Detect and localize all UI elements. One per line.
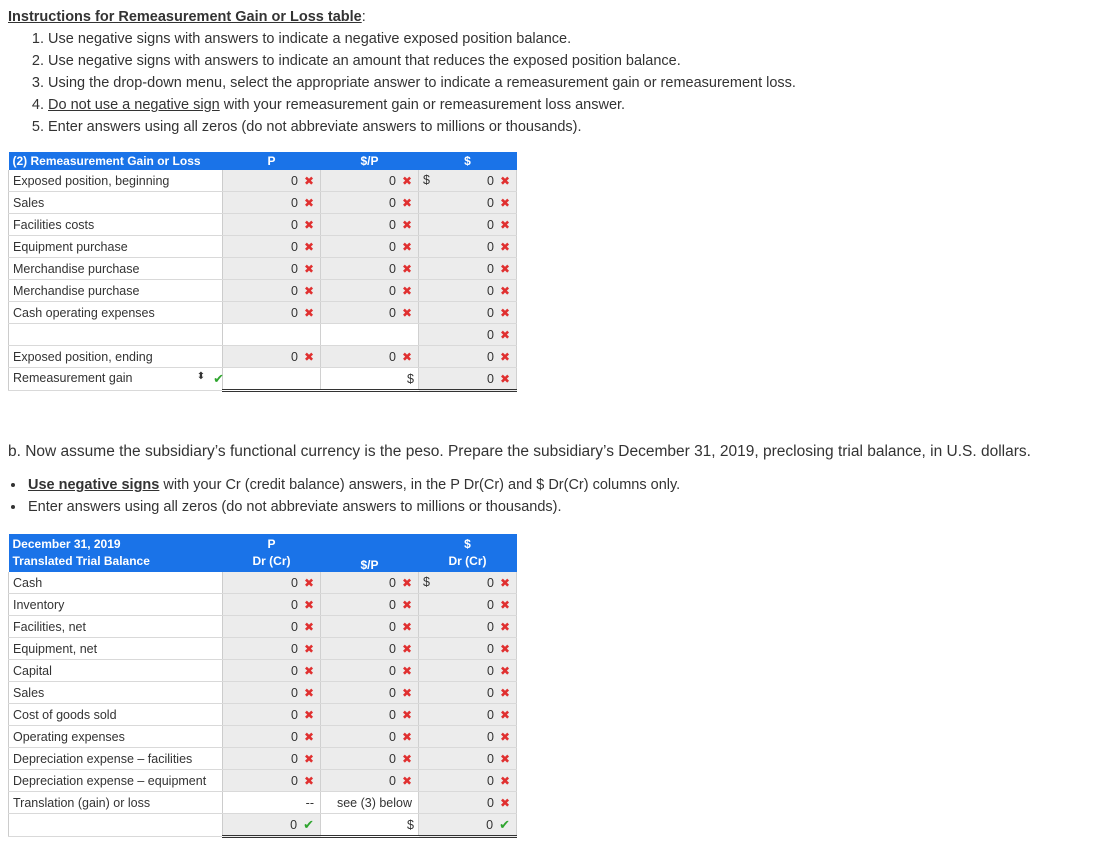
table-header: (2) Remeasurement Gain or Loss: [9, 152, 223, 170]
incorrect-icon: ✖: [401, 575, 412, 590]
row-label: [9, 324, 223, 346]
answer-value: 0: [486, 239, 494, 254]
answer-value: 0: [290, 195, 298, 210]
table-row: [9, 726, 517, 748]
answer-cell[interactable]: [321, 770, 419, 792]
answer-value: 0: [290, 283, 298, 298]
incorrect-icon: ✖: [303, 773, 314, 788]
answer-value: 0: [290, 751, 298, 766]
answer-cell[interactable]: [223, 324, 321, 346]
answer-value: 0: [388, 195, 396, 210]
answer-value: 0: [388, 305, 396, 320]
answer-value: 0: [290, 773, 298, 788]
answer-cell[interactable]: [223, 192, 321, 214]
incorrect-icon: ✖: [499, 371, 510, 386]
answer-cell[interactable]: [223, 368, 321, 391]
correct-icon: ✔: [213, 371, 224, 386]
answer-value: 0: [486, 349, 494, 364]
answer-cell[interactable]: [321, 324, 419, 346]
incorrect-icon: ✖: [303, 217, 314, 232]
answer-cell[interactable]: [321, 704, 419, 726]
incorrect-icon: ✖: [401, 729, 412, 744]
answer-value: 0: [486, 773, 494, 788]
incorrect-icon: ✖: [303, 751, 314, 766]
answer-cell[interactable]: [223, 770, 321, 792]
table-row: [9, 572, 517, 594]
answer-cell[interactable]: [223, 792, 321, 814]
answer-cell[interactable]: [321, 170, 419, 192]
answer-value: 0: [388, 261, 396, 276]
table-row: [9, 170, 517, 192]
part-b-prompt: b. Now assume the subsidiary’s functional currency is the peso. Prepare the subsidiary’s December 31, 2019, preclosing trial balance, in U.S. dollars.: [8, 443, 1031, 460]
table-row: [9, 214, 517, 236]
bullet-item: • Use negative signs with your Cr (credit balance) answers, in the P Dr(Cr) and $ Dr(Cr) columns only.: [26, 474, 680, 496]
row-label: Facilities, net: [9, 616, 223, 638]
answer-value: 0: [290, 663, 298, 678]
answer-value: 0: [290, 173, 298, 188]
answer-value: 0: [486, 261, 494, 276]
answer-cell[interactable]: [419, 236, 517, 258]
answer-cell[interactable]: [321, 726, 419, 748]
incorrect-icon: ✖: [499, 349, 510, 364]
table-header: $/P: [321, 534, 419, 572]
correct-icon: ✔: [303, 816, 314, 832]
select-value: Remeasurement gain: [13, 371, 133, 385]
row-label: Merchandise purchase: [9, 280, 223, 302]
row-label: Operating expenses: [9, 726, 223, 748]
incorrect-icon: ✖: [499, 173, 510, 188]
answer-value: 0: [486, 663, 494, 678]
table-row: [9, 302, 517, 324]
incorrect-icon: ✖: [499, 239, 510, 254]
answer-value: 0: [486, 283, 494, 298]
answer-value: 0: [388, 575, 396, 590]
table-row: [9, 280, 517, 302]
incorrect-icon: ✖: [499, 795, 510, 810]
incorrect-icon: ✖: [401, 195, 412, 210]
answer-value: 0: [486, 729, 494, 744]
answer-cell[interactable]: [321, 302, 419, 324]
answer-value: 0: [388, 597, 396, 612]
answer-cell[interactable]: [419, 346, 517, 368]
answer-value: 0: [486, 707, 494, 722]
incorrect-icon: ✖: [303, 195, 314, 210]
incorrect-icon: ✖: [303, 619, 314, 634]
row-label: Equipment, net: [9, 638, 223, 660]
answer-value: 0: [290, 597, 298, 612]
table-row: [9, 638, 517, 660]
answer-cell[interactable]: [321, 572, 419, 594]
row-label: Cash: [9, 572, 223, 594]
incorrect-icon: ✖: [499, 751, 510, 766]
answer-value: 0: [388, 239, 396, 254]
answer-cell[interactable]: [223, 236, 321, 258]
table-row: [9, 368, 517, 391]
table-row: [9, 192, 517, 214]
incorrect-icon: ✖: [303, 305, 314, 320]
answer-cell[interactable]: [419, 770, 517, 792]
answer-cell[interactable]: [419, 280, 517, 302]
answer-cell[interactable]: [419, 660, 517, 682]
row-label: Capital: [9, 660, 223, 682]
incorrect-icon: ✖: [401, 239, 412, 254]
table-row: [9, 258, 517, 280]
answer-cell[interactable]: [419, 368, 517, 391]
incorrect-icon: ✖: [303, 575, 314, 590]
dollar-sign: $: [423, 173, 430, 187]
answer-value: 0: [486, 575, 494, 590]
table-row: [9, 682, 517, 704]
dollar-sign: $: [423, 575, 430, 589]
answer-cell[interactable]: [419, 192, 517, 214]
answer-value: 0: [388, 641, 396, 656]
answer-value: 0: [486, 751, 494, 766]
answer-value: 0: [388, 729, 396, 744]
incorrect-icon: ✖: [401, 707, 412, 722]
instructions-list: [8, 28, 796, 138]
part-b-bullets: [8, 474, 680, 518]
incorrect-icon: ✖: [303, 729, 314, 744]
remeasurement-select[interactable]: [9, 368, 223, 391]
answer-cell[interactable]: [321, 638, 419, 660]
incorrect-icon: ✖: [499, 729, 510, 744]
answer-cell[interactable]: [321, 368, 419, 391]
table-header: P: [223, 152, 321, 170]
incorrect-icon: ✖: [303, 173, 314, 188]
answer-value: 0: [290, 261, 298, 276]
answer-value: see (3) below: [336, 795, 412, 810]
incorrect-icon: ✖: [499, 327, 510, 342]
select-arrows-icon: ⬍: [196, 371, 206, 382]
instructions: Instructions for Remeasurement Gain or Loss table: 1. Use negative signs with answers to indicate a negative exposed position balance. 2. Use negative signs with answers to indicate an amount that reduces the exposed position balance. 3. Using the drop-down menu, select the appropriate answer to indicate a remeasurement gain or remeasurement loss. 4. Do not use a negative sign with your remeasurement gain or remeasurement loss answer. 5. Enter answers using all zeros (do not abbreviate answers to millions or thousands).: [8, 6, 796, 138]
trial-balance-table: [8, 534, 517, 838]
row-label: Merchandise purchase: [9, 258, 223, 280]
answer-cell[interactable]: [321, 192, 419, 214]
answer-value: 0: [486, 597, 494, 612]
answer-value: 0: [388, 685, 396, 700]
incorrect-icon: ✖: [303, 707, 314, 722]
answer-value: 0: [388, 173, 396, 188]
answer-value: 0: [290, 817, 298, 832]
answer-cell[interactable]: [223, 302, 321, 324]
answer-cell[interactable]: [419, 814, 517, 837]
table-row: [9, 324, 517, 346]
table-row: [9, 660, 517, 682]
incorrect-icon: ✖: [499, 305, 510, 320]
incorrect-icon: ✖: [401, 773, 412, 788]
answer-cell[interactable]: [223, 616, 321, 638]
table-row: [9, 704, 517, 726]
incorrect-icon: ✖: [499, 773, 510, 788]
answer-cell[interactable]: [223, 346, 321, 368]
table-header: P Dr (Cr): [223, 534, 321, 572]
row-label: Exposed position, beginning: [9, 170, 223, 192]
answer-cell[interactable]: [419, 594, 517, 616]
answer-cell[interactable]: [223, 638, 321, 660]
answer-cell[interactable]: [419, 792, 517, 814]
incorrect-icon: ✖: [499, 619, 510, 634]
answer-cell[interactable]: [223, 258, 321, 280]
answer-value: 0: [388, 663, 396, 678]
answer-value: 0: [290, 619, 298, 634]
answer-cell[interactable]: [321, 748, 419, 770]
answer-cell[interactable]: [321, 660, 419, 682]
incorrect-icon: ✖: [499, 195, 510, 210]
answer-value: 0: [486, 619, 494, 634]
answer-cell[interactable]: [223, 170, 321, 192]
answer-value: 0: [290, 217, 298, 232]
instruction-item: 1. Use negative signs with answers to indicate a negative exposed position balance.: [48, 28, 796, 50]
answer-value: 0: [486, 641, 494, 656]
answer-cell[interactable]: [223, 572, 321, 594]
row-label: Equipment purchase: [9, 236, 223, 258]
incorrect-icon: ✖: [401, 641, 412, 656]
table-row: [9, 814, 517, 837]
table-header: $ Dr (Cr): [419, 534, 517, 572]
instructions-heading: Instructions for Remeasurement Gain or Loss table: [8, 9, 362, 25]
incorrect-icon: ✖: [303, 663, 314, 678]
table-header: December 31, 2019 Translated Trial Balance: [9, 534, 223, 572]
answer-cell[interactable]: [321, 616, 419, 638]
answer-cell[interactable]: [321, 682, 419, 704]
row-label: Depreciation expense – facilities: [9, 748, 223, 770]
answer-cell[interactable]: [419, 324, 517, 346]
answer-cell[interactable]: [223, 814, 321, 837]
answer-cell[interactable]: [419, 214, 517, 236]
bullet-item: • Enter answers using all zeros (do not abbreviate answers to millions or thousands).: [26, 496, 680, 518]
answer-value: 0: [388, 349, 396, 364]
row-label: Cost of goods sold: [9, 704, 223, 726]
answer-cell[interactable]: [419, 302, 517, 324]
table-row: [9, 748, 517, 770]
answer-value: 0: [486, 795, 494, 810]
answer-value: 0: [388, 217, 396, 232]
incorrect-icon: ✖: [499, 685, 510, 700]
incorrect-icon: ✖: [303, 641, 314, 656]
correct-icon: ✔: [499, 816, 510, 832]
instruction-item: 2. Use negative signs with answers to indicate an amount that reduces the exposed position balance.: [48, 50, 796, 72]
incorrect-icon: ✖: [499, 663, 510, 678]
table-header: $/P: [321, 152, 419, 170]
answer-value: 0: [388, 619, 396, 634]
answer-value: 0: [486, 685, 494, 700]
row-label: Exposed position, ending: [9, 346, 223, 368]
answer-cell[interactable]: [419, 258, 517, 280]
answer-cell[interactable]: [321, 236, 419, 258]
incorrect-icon: ✖: [303, 597, 314, 612]
answer-cell[interactable]: [419, 726, 517, 748]
incorrect-icon: ✖: [499, 217, 510, 232]
dollar-sign: $: [407, 817, 414, 832]
incorrect-icon: ✖: [499, 575, 510, 590]
answer-cell[interactable]: [321, 258, 419, 280]
instruction-item: 5. Enter answers using all zeros (do not abbreviate answers to millions or thousands).: [48, 116, 796, 138]
incorrect-icon: ✖: [499, 707, 510, 722]
incorrect-icon: ✖: [499, 261, 510, 276]
answer-cell[interactable]: [419, 616, 517, 638]
answer-value: 0: [290, 641, 298, 656]
answer-value: 0: [290, 575, 298, 590]
row-label: [9, 814, 223, 837]
answer-value: 0: [388, 283, 396, 298]
answer-cell[interactable]: [321, 346, 419, 368]
answer-cell[interactable]: [223, 214, 321, 236]
answer-cell[interactable]: [419, 170, 517, 192]
table-row: [9, 346, 517, 368]
answer-cell[interactable]: [321, 594, 419, 616]
answer-cell[interactable]: [223, 748, 321, 770]
table-row: [9, 770, 517, 792]
answer-value: 0: [486, 305, 494, 320]
answer-value: 0: [388, 751, 396, 766]
answer-cell[interactable]: [223, 280, 321, 302]
incorrect-icon: ✖: [401, 305, 412, 320]
row-label: Depreciation expense – equipment: [9, 770, 223, 792]
answer-value: --: [305, 795, 314, 810]
row-label: Inventory: [9, 594, 223, 616]
answer-value: 0: [290, 729, 298, 744]
answer-value: 0: [290, 685, 298, 700]
answer-cell[interactable]: [223, 726, 321, 748]
answer-cell[interactable]: [419, 638, 517, 660]
instruction-item: 4. Do not use a negative sign with your remeasurement gain or remeasurement loss answer.: [48, 94, 796, 116]
incorrect-icon: ✖: [303, 239, 314, 254]
incorrect-icon: ✖: [401, 283, 412, 298]
answer-cell[interactable]: [223, 704, 321, 726]
row-label: Sales: [9, 682, 223, 704]
incorrect-icon: ✖: [401, 663, 412, 678]
row-label: Sales: [9, 192, 223, 214]
answer-cell[interactable]: [419, 748, 517, 770]
incorrect-icon: ✖: [303, 283, 314, 298]
table-row: [9, 792, 517, 814]
answer-value: 0: [388, 773, 396, 788]
incorrect-icon: ✖: [401, 685, 412, 700]
answer-cell[interactable]: [321, 814, 419, 837]
row-label: Translation (gain) or loss: [9, 792, 223, 814]
incorrect-icon: ✖: [401, 349, 412, 364]
row-label: Cash operating expenses: [9, 302, 223, 324]
incorrect-icon: ✖: [303, 349, 314, 364]
incorrect-icon: ✖: [499, 597, 510, 612]
incorrect-icon: ✖: [401, 173, 412, 188]
row-label: Facilities costs: [9, 214, 223, 236]
answer-value: 0: [486, 817, 494, 832]
answer-cell[interactable]: [223, 682, 321, 704]
remeasurement-table: [8, 152, 517, 392]
instruction-item: 3. Using the drop-down menu, select the appropriate answer to indicate a remeasurement gain or remeasurement loss.: [48, 72, 796, 94]
answer-value: 0: [388, 707, 396, 722]
answer-value: 0: [290, 239, 298, 254]
answer-value: 0: [486, 173, 494, 188]
answer-cell[interactable]: [223, 594, 321, 616]
answer-cell[interactable]: [321, 280, 419, 302]
answer-cell[interactable]: [419, 572, 517, 594]
dollar-sign: $: [407, 371, 414, 386]
incorrect-icon: ✖: [401, 597, 412, 612]
answer-cell[interactable]: [419, 704, 517, 726]
incorrect-icon: ✖: [303, 261, 314, 276]
answer-value: 0: [290, 305, 298, 320]
incorrect-icon: ✖: [499, 283, 510, 298]
table-row: [9, 594, 517, 616]
answer-value: 0: [290, 349, 298, 364]
incorrect-icon: ✖: [303, 685, 314, 700]
incorrect-icon: ✖: [499, 641, 510, 656]
answer-cell[interactable]: [321, 214, 419, 236]
answer-value: 0: [486, 195, 494, 210]
incorrect-icon: ✖: [401, 619, 412, 634]
table-row: [9, 616, 517, 638]
answer-value: 0: [486, 327, 494, 342]
answer-value: 0: [290, 707, 298, 722]
incorrect-icon: ✖: [401, 217, 412, 232]
answer-value: 0: [486, 371, 494, 386]
answer-cell[interactable]: [223, 660, 321, 682]
answer-value: 0: [486, 217, 494, 232]
answer-cell[interactable]: [419, 682, 517, 704]
answer-cell[interactable]: [321, 792, 419, 814]
table-row: [9, 236, 517, 258]
incorrect-icon: ✖: [401, 261, 412, 276]
table-header: $: [419, 152, 517, 170]
incorrect-icon: ✖: [401, 751, 412, 766]
